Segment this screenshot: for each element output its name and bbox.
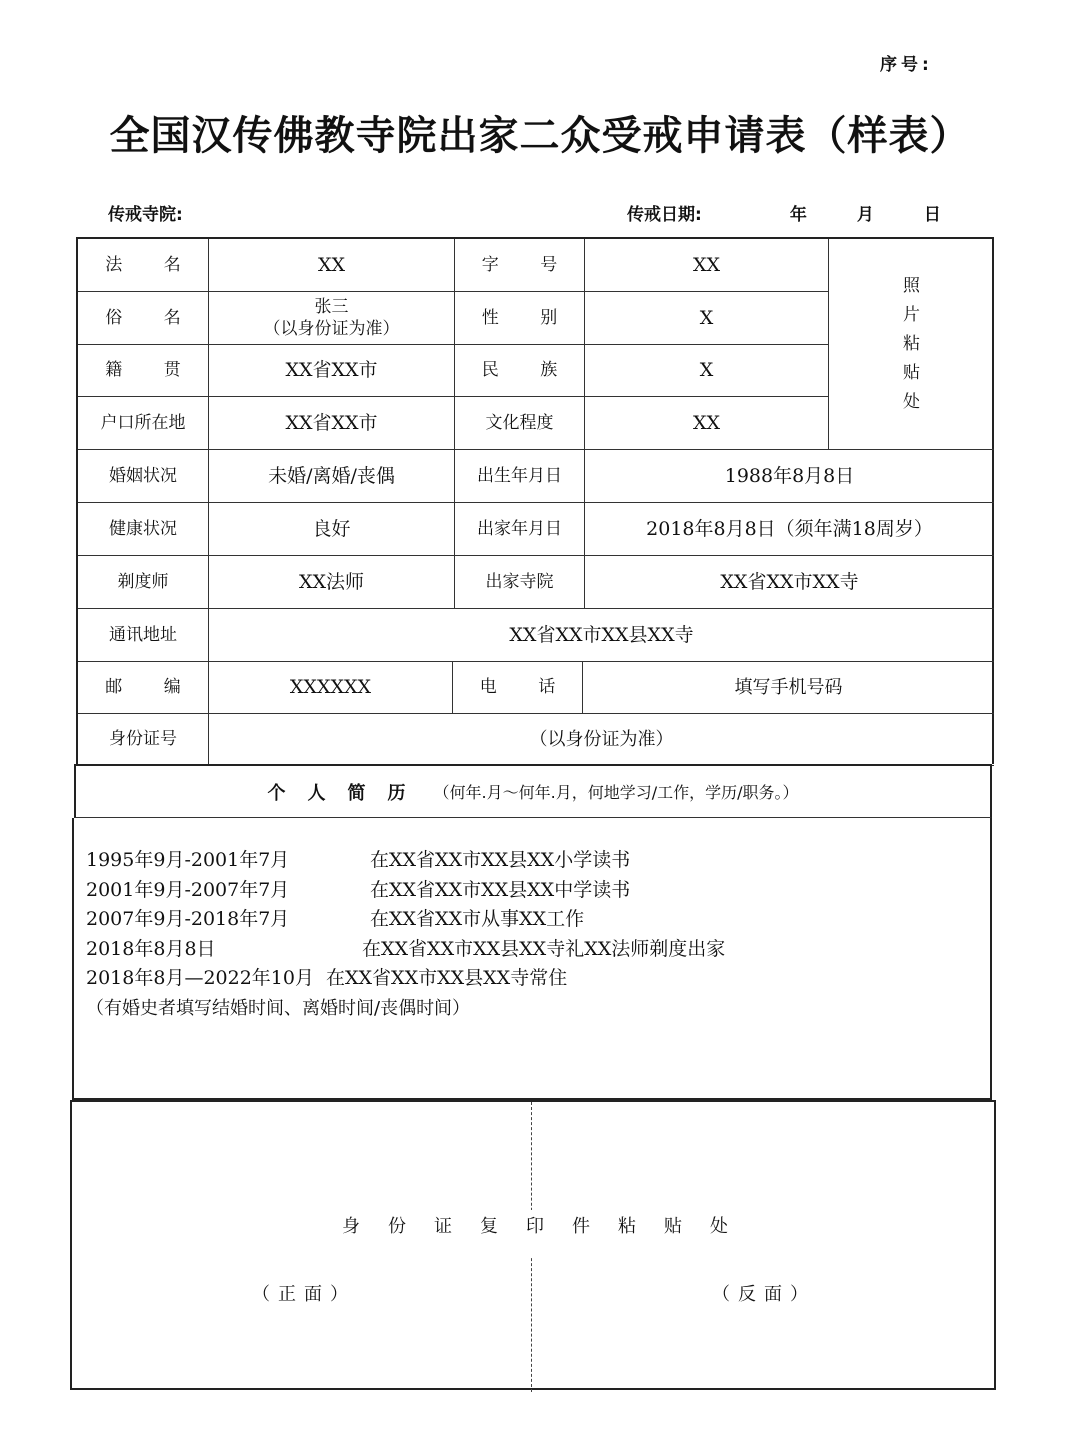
household-registration-label: 户口所在地 — [78, 397, 209, 450]
ethnicity-label: 民 族 — [455, 345, 585, 397]
tonsure-temple-label: 出家寺院 — [455, 556, 585, 609]
mailing-address-label: 通讯地址 — [78, 609, 209, 662]
resume-description: 在XX省XX市XX县XX寺常住 — [325, 967, 568, 989]
lay-name-note: （以身份证为准） — [263, 319, 400, 339]
page-title: 全国汉传佛教寺院出家二众受戒申请表（样表） — [109, 113, 971, 159]
id-back-label: （反面） — [712, 1284, 816, 1305]
year-label: 年 — [789, 205, 807, 225]
day-label: 日 — [923, 205, 941, 225]
education-value[interactable]: XX — [585, 397, 829, 450]
resume-period: 1995年9月-2001年7月 — [86, 849, 290, 871]
photo-char: 贴 — [903, 362, 920, 383]
id-copy-title: 身份证复印件粘贴处 — [342, 1216, 756, 1237]
lay-name-value[interactable] — [209, 292, 455, 345]
resume-period: 2018年8月—2022年10月 — [86, 967, 314, 989]
resume-header — [74, 764, 992, 818]
native-place-value[interactable]: XX省XX市 — [209, 345, 455, 397]
resume-entry — [86, 964, 990, 994]
ethnicity-value[interactable]: X — [585, 345, 829, 397]
resume-description: 在XX省XX市XX县XX小学读书 — [370, 849, 631, 871]
tonsure-master-label: 剃度师 — [78, 556, 209, 609]
tonsure-master-value[interactable]: XX法师 — [209, 556, 455, 609]
gender-value[interactable]: X — [585, 292, 829, 345]
gender-label: 性 别 — [455, 292, 585, 345]
resume-note: （有婚史者填写结婚时间、离婚时间/丧偶时间） — [86, 997, 471, 1019]
health-value[interactable]: 良好 — [209, 503, 455, 556]
lay-name-label: 俗 名 — [78, 292, 209, 345]
photo-paste-area[interactable] — [829, 239, 994, 450]
id-copy-paste-area[interactable] — [70, 1100, 996, 1390]
id-number-value[interactable]: （以身份证为准） — [209, 714, 994, 766]
resume-description: 在XX省XX市XX县XX寺礼XX法师剃度出家 — [362, 937, 726, 960]
resume-entry — [86, 876, 990, 906]
education-label: 文化程度 — [455, 397, 585, 450]
health-label: 健康状况 — [78, 503, 209, 556]
tonsure-date-value[interactable]: 2018年8月8日（须年满18周岁） — [585, 503, 994, 556]
postal-code-label: 邮 编 — [78, 662, 209, 714]
marital-status-label: 婚姻状况 — [78, 450, 209, 503]
resume-heading: 个人简历 — [267, 782, 428, 804]
resume-entry — [86, 935, 990, 965]
dharma-name-value[interactable]: XX — [209, 239, 455, 292]
photo-char: 照 — [903, 275, 920, 296]
courtesy-name-label: 字 号 — [455, 239, 585, 292]
resume-period: 2007年9月-2018年7月 — [86, 908, 290, 930]
resume-description: 在XX省XX市从事XX工作 — [370, 908, 585, 930]
photo-char: 片 — [903, 304, 920, 325]
postal-code-value[interactable]: XXXXXX — [209, 662, 453, 714]
birth-date-value[interactable]: 1988年8月8日 — [585, 450, 994, 503]
resume-period: 2018年8月8日 — [86, 937, 216, 960]
photo-char: 处 — [903, 391, 920, 412]
resume-entries[interactable] — [72, 818, 992, 1100]
serial-number-label: 序号: — [880, 55, 933, 75]
tonsure-temple-value[interactable]: XX省XX市XX寺 — [585, 556, 994, 609]
resume-entry — [86, 905, 990, 935]
resume-entry — [86, 846, 990, 876]
resume-instructions: （何年.月～何年.月，何地学习/工作，学历/职务。） — [433, 783, 799, 802]
ordination-date — [627, 200, 941, 225]
phone-label: 电 话 — [453, 662, 583, 714]
dharma-name-label: 法 名 — [78, 239, 209, 292]
household-registration-value[interactable]: XX省XX市 — [209, 397, 455, 450]
native-place-label: 籍 贯 — [78, 345, 209, 397]
birth-date-label: 出生年月日 — [455, 450, 585, 503]
personal-info-table — [76, 237, 994, 764]
lay-name-text: 张三 — [314, 297, 349, 317]
resume-description: 在XX省XX市XX县XX中学读书 — [370, 878, 631, 901]
id-number-label: 身份证号 — [78, 714, 209, 766]
mailing-address-value[interactable]: XX省XX市XX县XX寺 — [209, 609, 994, 662]
courtesy-name-value[interactable]: XX — [585, 239, 829, 292]
id-front-label: （正面） — [252, 1284, 356, 1305]
resume-period: 2001年9月-2007年7月 — [86, 878, 290, 901]
month-label: 月 — [856, 205, 874, 225]
photo-char: 粘 — [903, 333, 920, 354]
phone-value[interactable]: 填写手机号码 — [583, 662, 994, 714]
tonsure-date-label: 出家年月日 — [455, 503, 585, 556]
ordination-temple-label: 传戒寺院: — [108, 205, 183, 225]
marital-status-value[interactable]: 未婚/离婚/丧偶 — [209, 450, 455, 503]
ordination-date-label: 传戒日期: — [627, 205, 702, 225]
